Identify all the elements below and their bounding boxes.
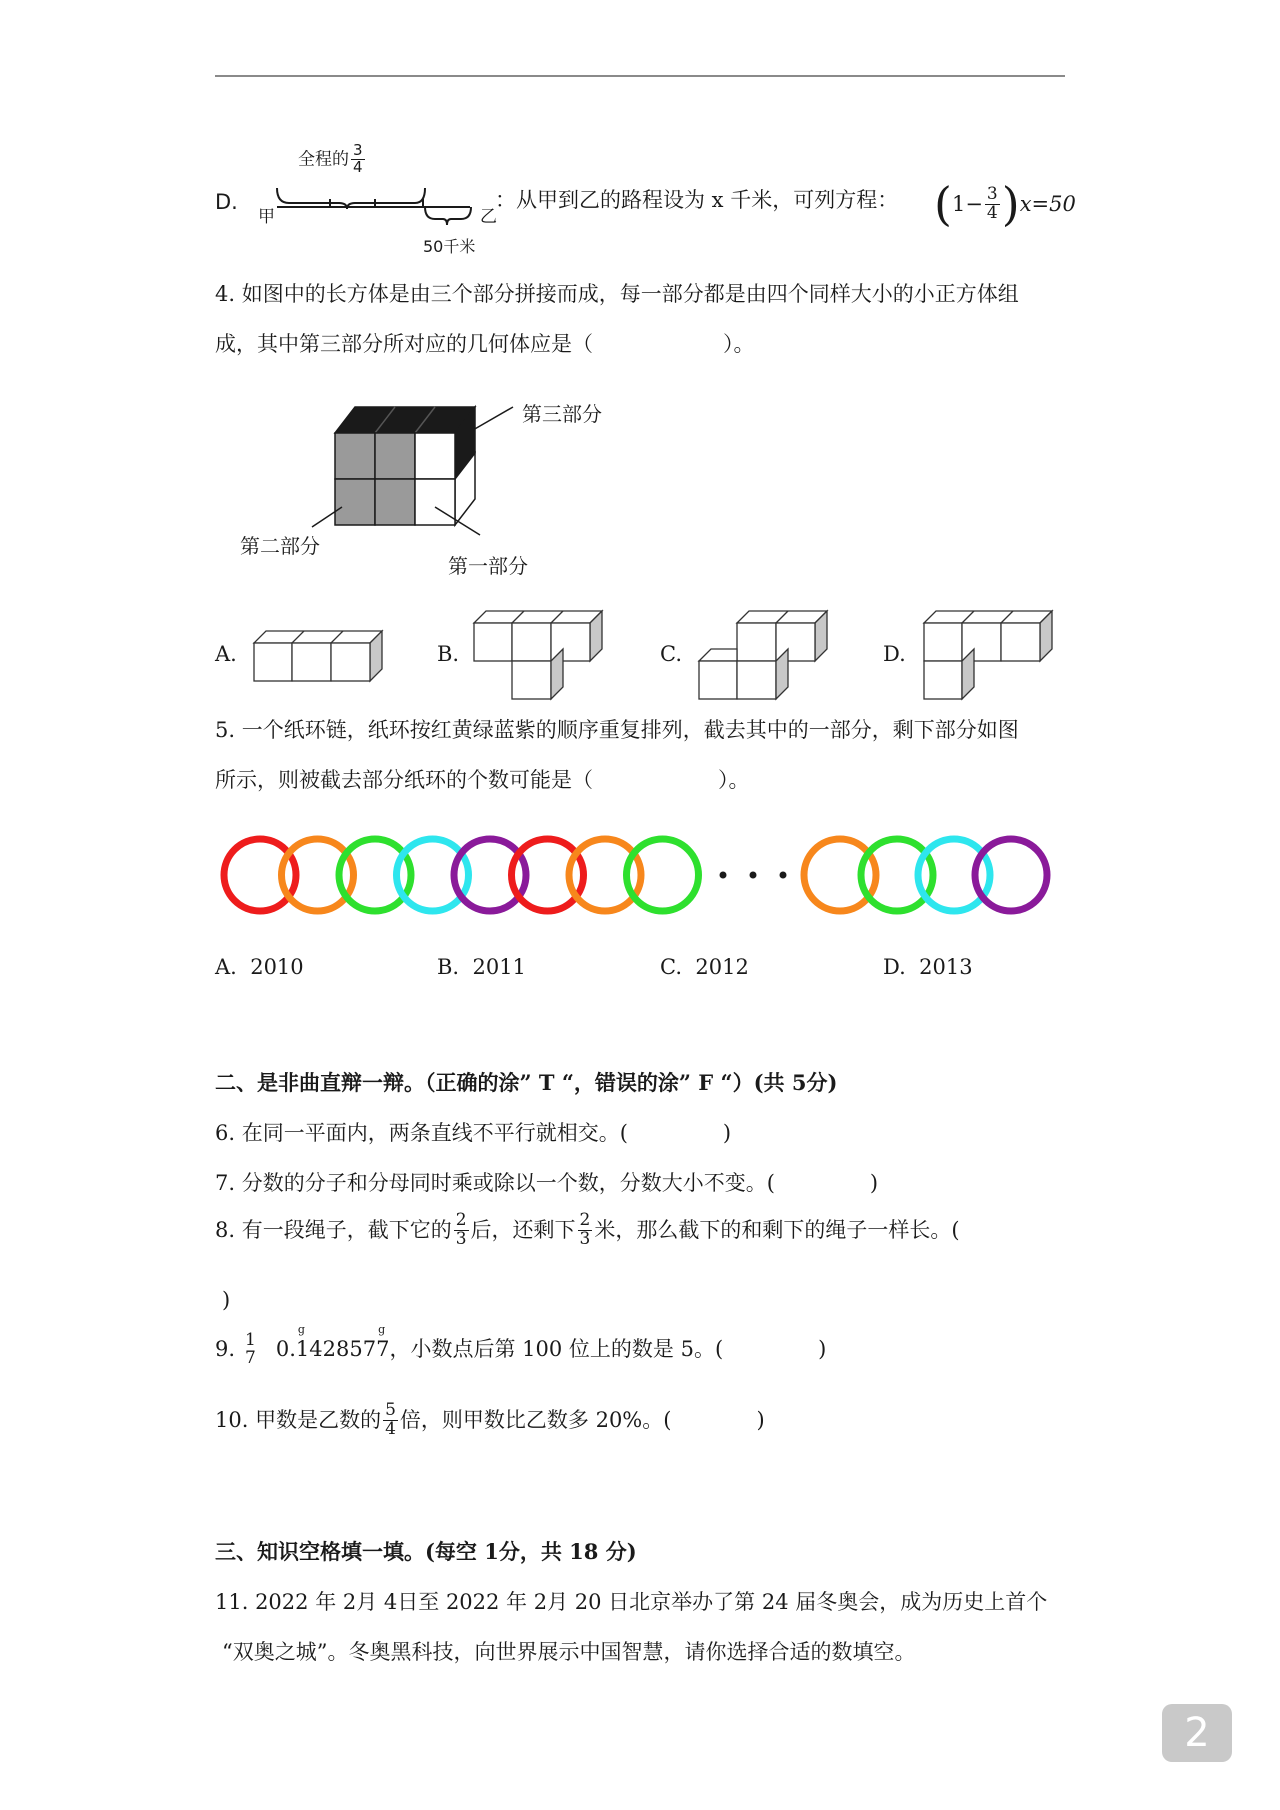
q4-option-d-figure <box>922 605 1057 705</box>
q7: 7. 分数的分子和分母同时乘或除以一个数，分数大小不变。( ) <box>215 1171 879 1195</box>
q11-line1: 11. 2022 年 2月 4日至 2022 年 2月 20 日北京举办了第 24 届冬奥会，成为历史上首个 <box>215 1590 1048 1614</box>
q8-close: ) <box>222 1288 231 1312</box>
q4-option-c-figure <box>697 605 832 705</box>
q3d-brace-bottom-label: 50千米 <box>423 237 476 256</box>
q4-label-part1: 第一部分 <box>448 554 528 578</box>
q5-ring-chain <box>220 825 1060 925</box>
ring-green <box>627 839 699 911</box>
q5-option-d: D. 2013 <box>883 955 973 979</box>
q5-line2: 所示，则被截去部分纸环的个数可能是（ ）。 <box>215 768 750 792</box>
ellipsis-dot <box>780 872 787 879</box>
ring-orange <box>569 839 641 911</box>
q11-line2: “双奥之城”。冬奥黑科技，向世界展示中国智慧，请你选择合适的数填空。 <box>222 1640 916 1664</box>
q3d-end: 乙 <box>480 207 497 227</box>
ellipsis-dot <box>750 872 757 879</box>
ring-orange <box>282 839 354 911</box>
q5-option-a: A. 2010 <box>215 955 304 979</box>
q4-option-d-letter: D. <box>883 642 906 666</box>
q4-line1: 4. 如图中的长方体是由三个部分拼接而成，每一部分都是由四个同样大小的小正方体组 <box>215 282 1019 306</box>
q4-line2: 成，其中第三部分所对应的几何体应是（ ）。 <box>215 332 755 356</box>
ring-cyan <box>918 839 990 911</box>
ring-red <box>224 839 296 911</box>
q3d-start: 甲 <box>258 207 275 227</box>
q4-option-b-figure <box>472 605 607 705</box>
q4-option-c-letter: C. <box>660 642 682 666</box>
q4-option-a-letter: A. <box>215 642 237 666</box>
ring-purple <box>454 839 526 911</box>
q3d-text: ：从甲到乙的路程设为 x 千米，可列方程： <box>495 188 899 212</box>
q10: 10. 甲数是乙数的 $\frac{5}{4}$ 倍，则甲数比乙数多 20%。( ) <box>215 1400 765 1439</box>
ring-purple <box>975 839 1047 911</box>
q6: 6. 在同一平面内，两条直线不平行就相交。( ) <box>215 1121 732 1145</box>
ring-red <box>512 839 584 911</box>
q3d-letter: D. <box>215 190 238 214</box>
ring-green <box>339 839 411 911</box>
section2-title: 二、是非曲直辩一辩。（正确的涂” T “，错误的涂” F “）(共 5分) <box>215 1070 838 1095</box>
section3-title: 三、知识空格填一填。(每空 1分，共 18 分) <box>215 1539 637 1564</box>
q5-option-c: C. 2012 <box>660 955 749 979</box>
q4-option-a-figure <box>252 625 387 685</box>
q3d-equation: ( 1− $\frac{3}{4}$ ) x=50 <box>934 177 1076 231</box>
q4-label-part2: 第二部分 <box>240 534 320 558</box>
ring-orange <box>804 839 876 911</box>
q3d-brace-top-label: 全程的 $\frac{3}{4}$ <box>298 141 363 176</box>
q4-label-part3: 第三部分 <box>522 402 602 426</box>
header-rule <box>215 75 1065 77</box>
q8: 8. 有一段绳子，截下它的 $\frac{2}{3}$ 后，还剩下 $\frac{2}{3}$ 米，那么截下的和剩下的绳子一样长。( <box>215 1210 960 1249</box>
q5-option-b: B. 2011 <box>437 955 526 979</box>
ellipsis-dot <box>720 872 727 879</box>
ring-cyan <box>397 839 469 911</box>
q3d-brace-diagram <box>275 185 480 225</box>
q4-option-b-letter: B. <box>437 642 460 666</box>
ring-green <box>861 839 933 911</box>
q5-line1: 5. 一个纸环链，纸环按红黄绿蓝紫的顺序重复排列，截去其中的一部分，剩下部分如图 <box>215 718 1019 742</box>
q9: 9. 1 7 0. g 1 42857 g 7 ，小数点后第 100 位上的数是 5。( ) <box>215 1323 827 1368</box>
page-number-badge: 2 <box>1162 1704 1232 1762</box>
